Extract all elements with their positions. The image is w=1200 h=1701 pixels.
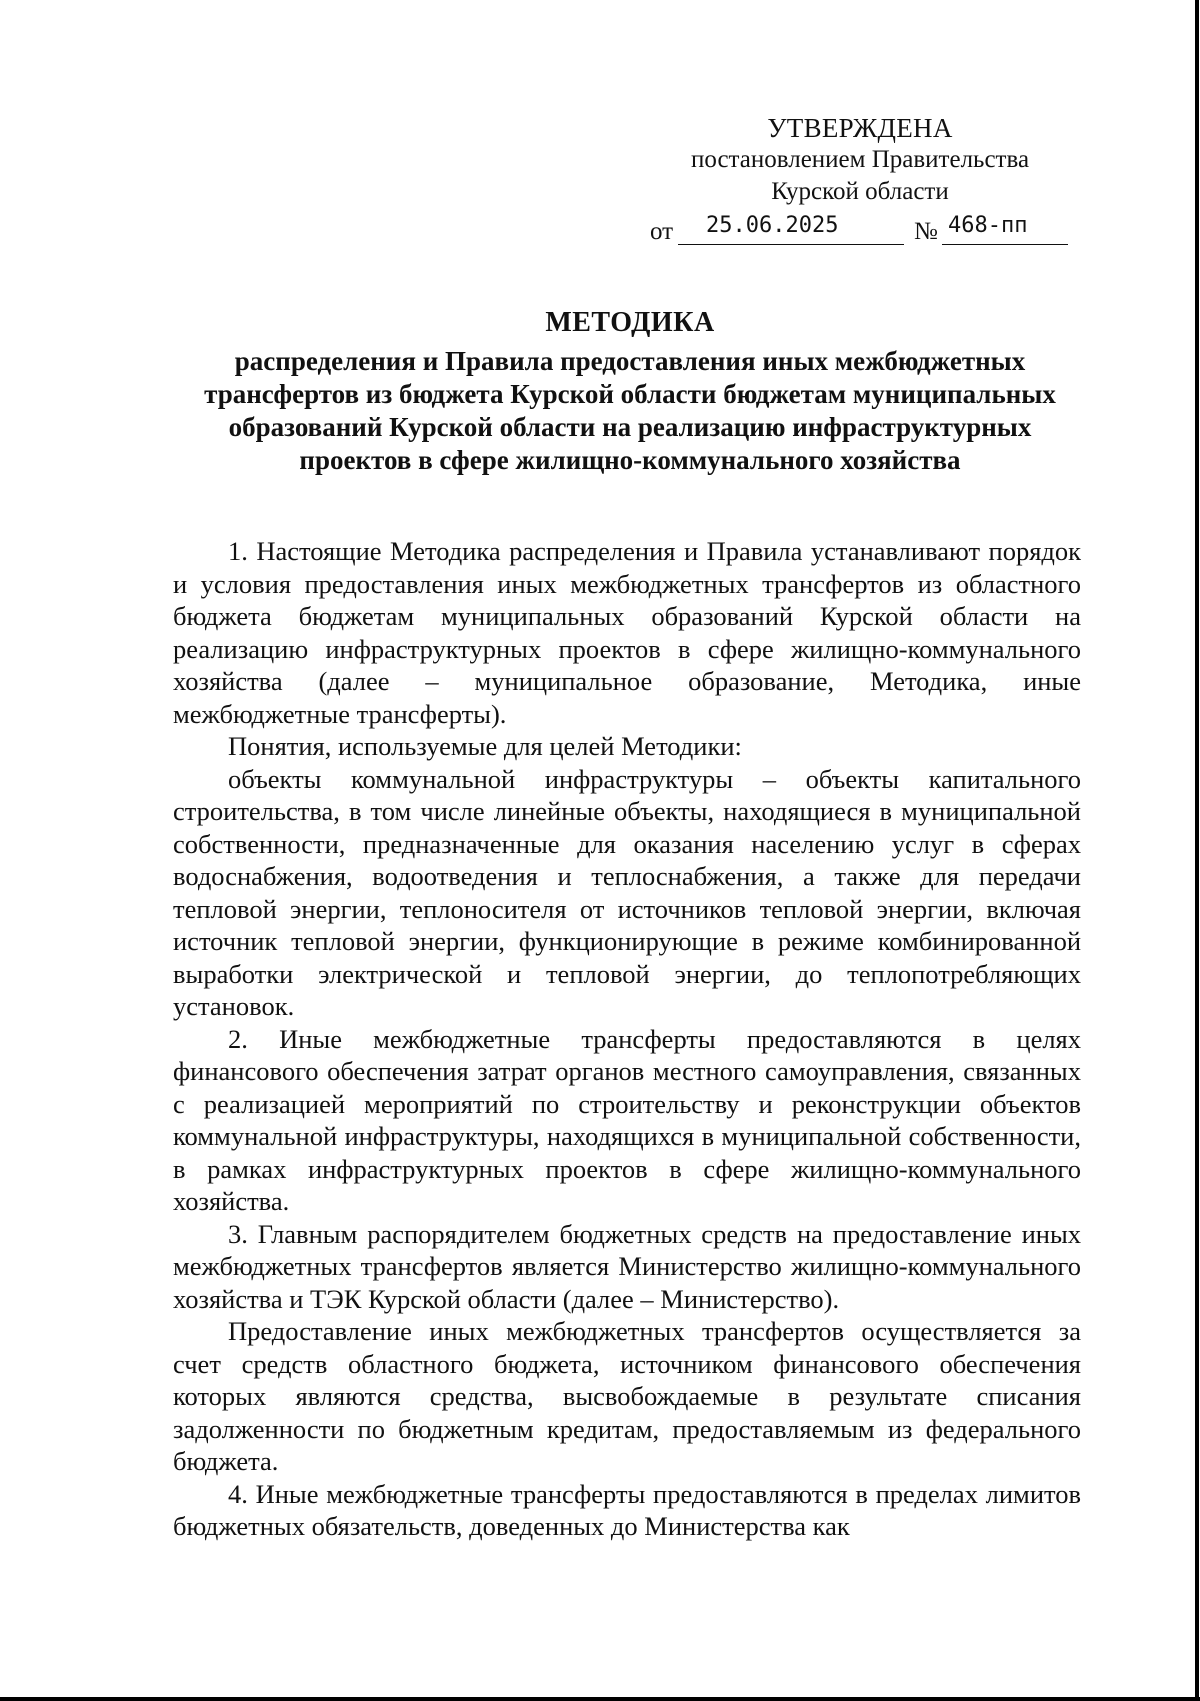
number-underline bbox=[942, 244, 1068, 245]
paragraph-1: 1. Настоящие Методика распределения и Правила устанавливают порядок и условия предоставления иных межбюджетных трансфертов из областного бюджета бюджетам муниципальных образований Курской области на реализацию инфраструктурных проектов в сфере жилищно-коммунального хозяйства (далее – муниципальное образование, Методика, иные межбюджетные трансферты). bbox=[173, 536, 1081, 729]
number-value: 468-пп bbox=[948, 213, 1028, 238]
scan-edge-right bbox=[1195, 0, 1199, 1701]
paragraph-definition: объекты коммунальной инфраструктуры – объекты капитального строительства, в том числе линейные объекты, находящиеся в муниципальной собственности, предназначенные для оказания населению услуг в сферах водоснабжения, водоотведения и теплоснабжения, а также для передачи тепловой энергии, теплоносителя от источников тепловой энергии, включая источник тепловой энергии, функционирующие в режиме комбинированной выработки электрической и тепловой энергии, до теплопотребляющих установок. bbox=[173, 763, 1081, 1021]
title-line-4: проектов в сфере жилищно-коммунального хозяйства bbox=[299, 445, 961, 475]
title-line-1: распределения и Правила предоставления иных межбюджетных bbox=[234, 346, 1026, 376]
number-prefix: № bbox=[914, 218, 938, 245]
title-main: МЕТОДИКА bbox=[545, 307, 715, 338]
approval-line-1: постановлением Правительства bbox=[690, 146, 1030, 173]
paragraph-definitions-intro: Понятия, используемые для целей Методики: bbox=[228, 731, 742, 761]
approval-heading: УТВЕРЖДЕНА bbox=[767, 113, 953, 143]
document-title bbox=[150, 306, 1110, 477]
date-underline bbox=[678, 244, 904, 245]
paragraph-2: 2. Иные межбюджетные трансферты предоставляются в целях финансового обеспечения затрат органов местного самоуправления, связанных с реализацией мероприятий по строительству и реконструкции объектов коммунальной инфраструктуры, находящихся в муниципальной собственности, в рамках инфраструктурных проектов в сфере жилищно-коммунального хозяйства. bbox=[173, 1023, 1081, 1216]
paragraph-3: 3. Главным распорядителем бюджетных средств на предоставление иных межбюджетных трансфертов является Министерство жилищно-коммунального хозяйства и ТЭК Курской области (далее – Министерство). bbox=[173, 1218, 1081, 1314]
paragraph-funding-source: Предоставление иных межбюджетных трансфертов осуществляется за счет средств областного бюджета, источником финансового обеспечения которых являются средства, высвобождаемые в результате списания задолженности по бюджетным кредитам, предоставляемым из федерального бюджета. bbox=[173, 1316, 1081, 1476]
title-line-3: образований Курской области на реализацию инфраструктурных bbox=[228, 412, 1032, 442]
scan-edge-bottom bbox=[0, 1697, 1200, 1701]
document-body bbox=[173, 535, 1081, 1543]
approval-stamp bbox=[640, 112, 1080, 208]
date-value: 25.06.2025 bbox=[706, 213, 839, 238]
approval-date-line bbox=[650, 212, 1080, 248]
approval-line-2: Курской области bbox=[771, 178, 949, 205]
paragraph-4: 4. Иные межбюджетные трансферты предоставляются в пределах лимитов бюджетных обязательств, доведенных до Министерства как bbox=[173, 1478, 1081, 1541]
title-line-2: трансфертов из бюджета Курской области бюджетам муниципальных bbox=[204, 379, 1056, 409]
date-prefix: от bbox=[650, 218, 674, 245]
